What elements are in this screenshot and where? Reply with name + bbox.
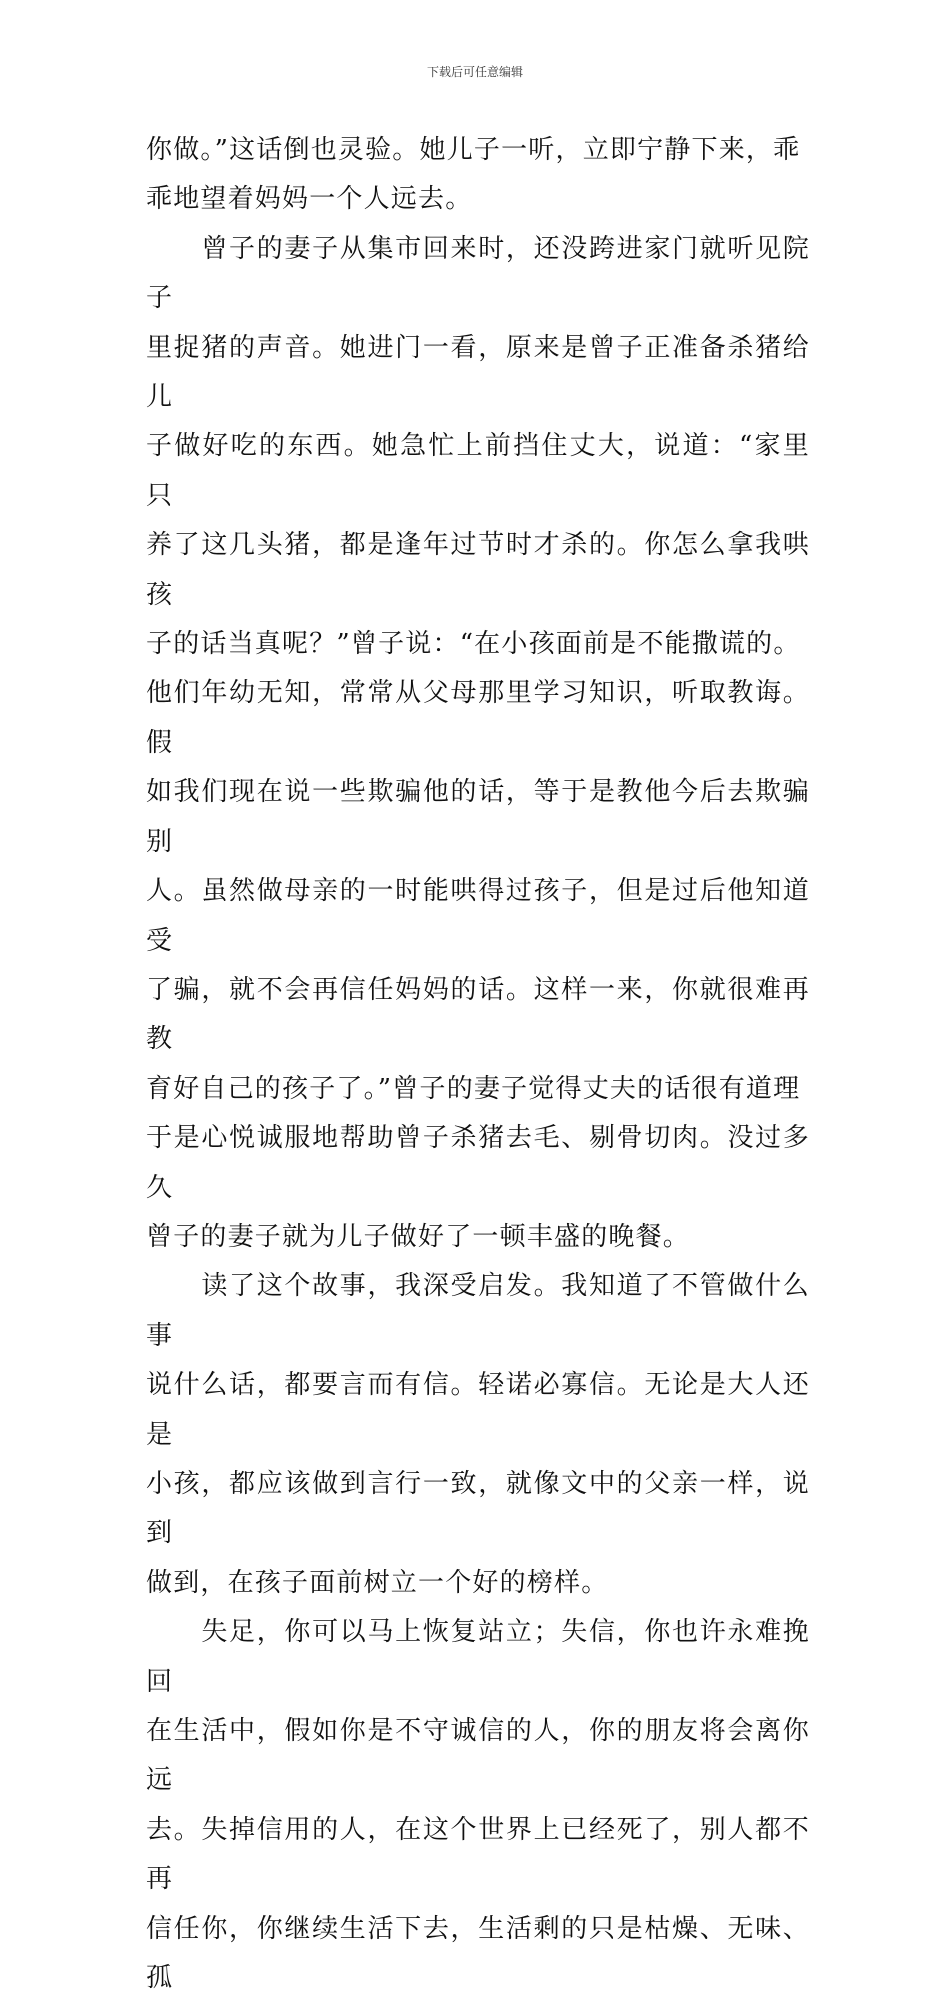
paragraph-1: 你做。”这话倒也灵验。她儿子一听，立即宁静下来，乖 乖地望着妈妈一个人远去。 bbox=[146, 135, 801, 215]
document-body bbox=[146, 126, 810, 2003]
paragraph-4: 失足，你可以马上恢复站立；失信，你也许永难挽回 在生活中，假如你是不守诚信的人，你的朋友将会离你远 去。失掉信用的人，在这个世界上已经死了，别人都不再 信任你，你继续生活下去，生活剩的只是枯燥、无味、孤 bbox=[146, 1617, 810, 1994]
page-header: 下载后可任意编辑 bbox=[426, 65, 523, 79]
paragraph-2: 曾子的妻子从集市回来时，还没跨进家门就听见院子 里捉猪的声音。她进门一看，原来是曾子正准备杀猪给儿 子做好吃的东西。她急忙上前挡住丈大，说道：“家里只 养了这几头猪，都是逢年过节时才杀的。你怎么拿我哄孩 子的话当真呢？”曾子说：“在小孩面前是不能撒谎的。 他们年幼无知，常常从父母那里学习知识，听取教诲。假 如我们现在说一些欺骗他的话，等于是教他今后去欺骗别 人。虽然做母亲的一时能哄得过孩子，但是过后他知道受 了骗，就不会再信任妈妈的话。这样一来，你就很难再教 育好自己的孩子了。”曾子的妻子觉得丈夫的话很有道理 于是心悦诚服地帮助曾子杀猪去毛、剔骨切肉。没过多久 曾子的妻子就为儿子做好了一顿丰盛的晚餐。 bbox=[146, 233, 810, 1252]
paragraph-3: 读了这个故事，我深受启发。我知道了不管做什么事 说什么话，都要言而有信。轻诺必寡信。无论是大人还是 小孩，都应该做到言行一致，就像文中的父亲一样，说到 做到，在孩子面前树立一个好的榜样。 bbox=[146, 1271, 810, 1598]
